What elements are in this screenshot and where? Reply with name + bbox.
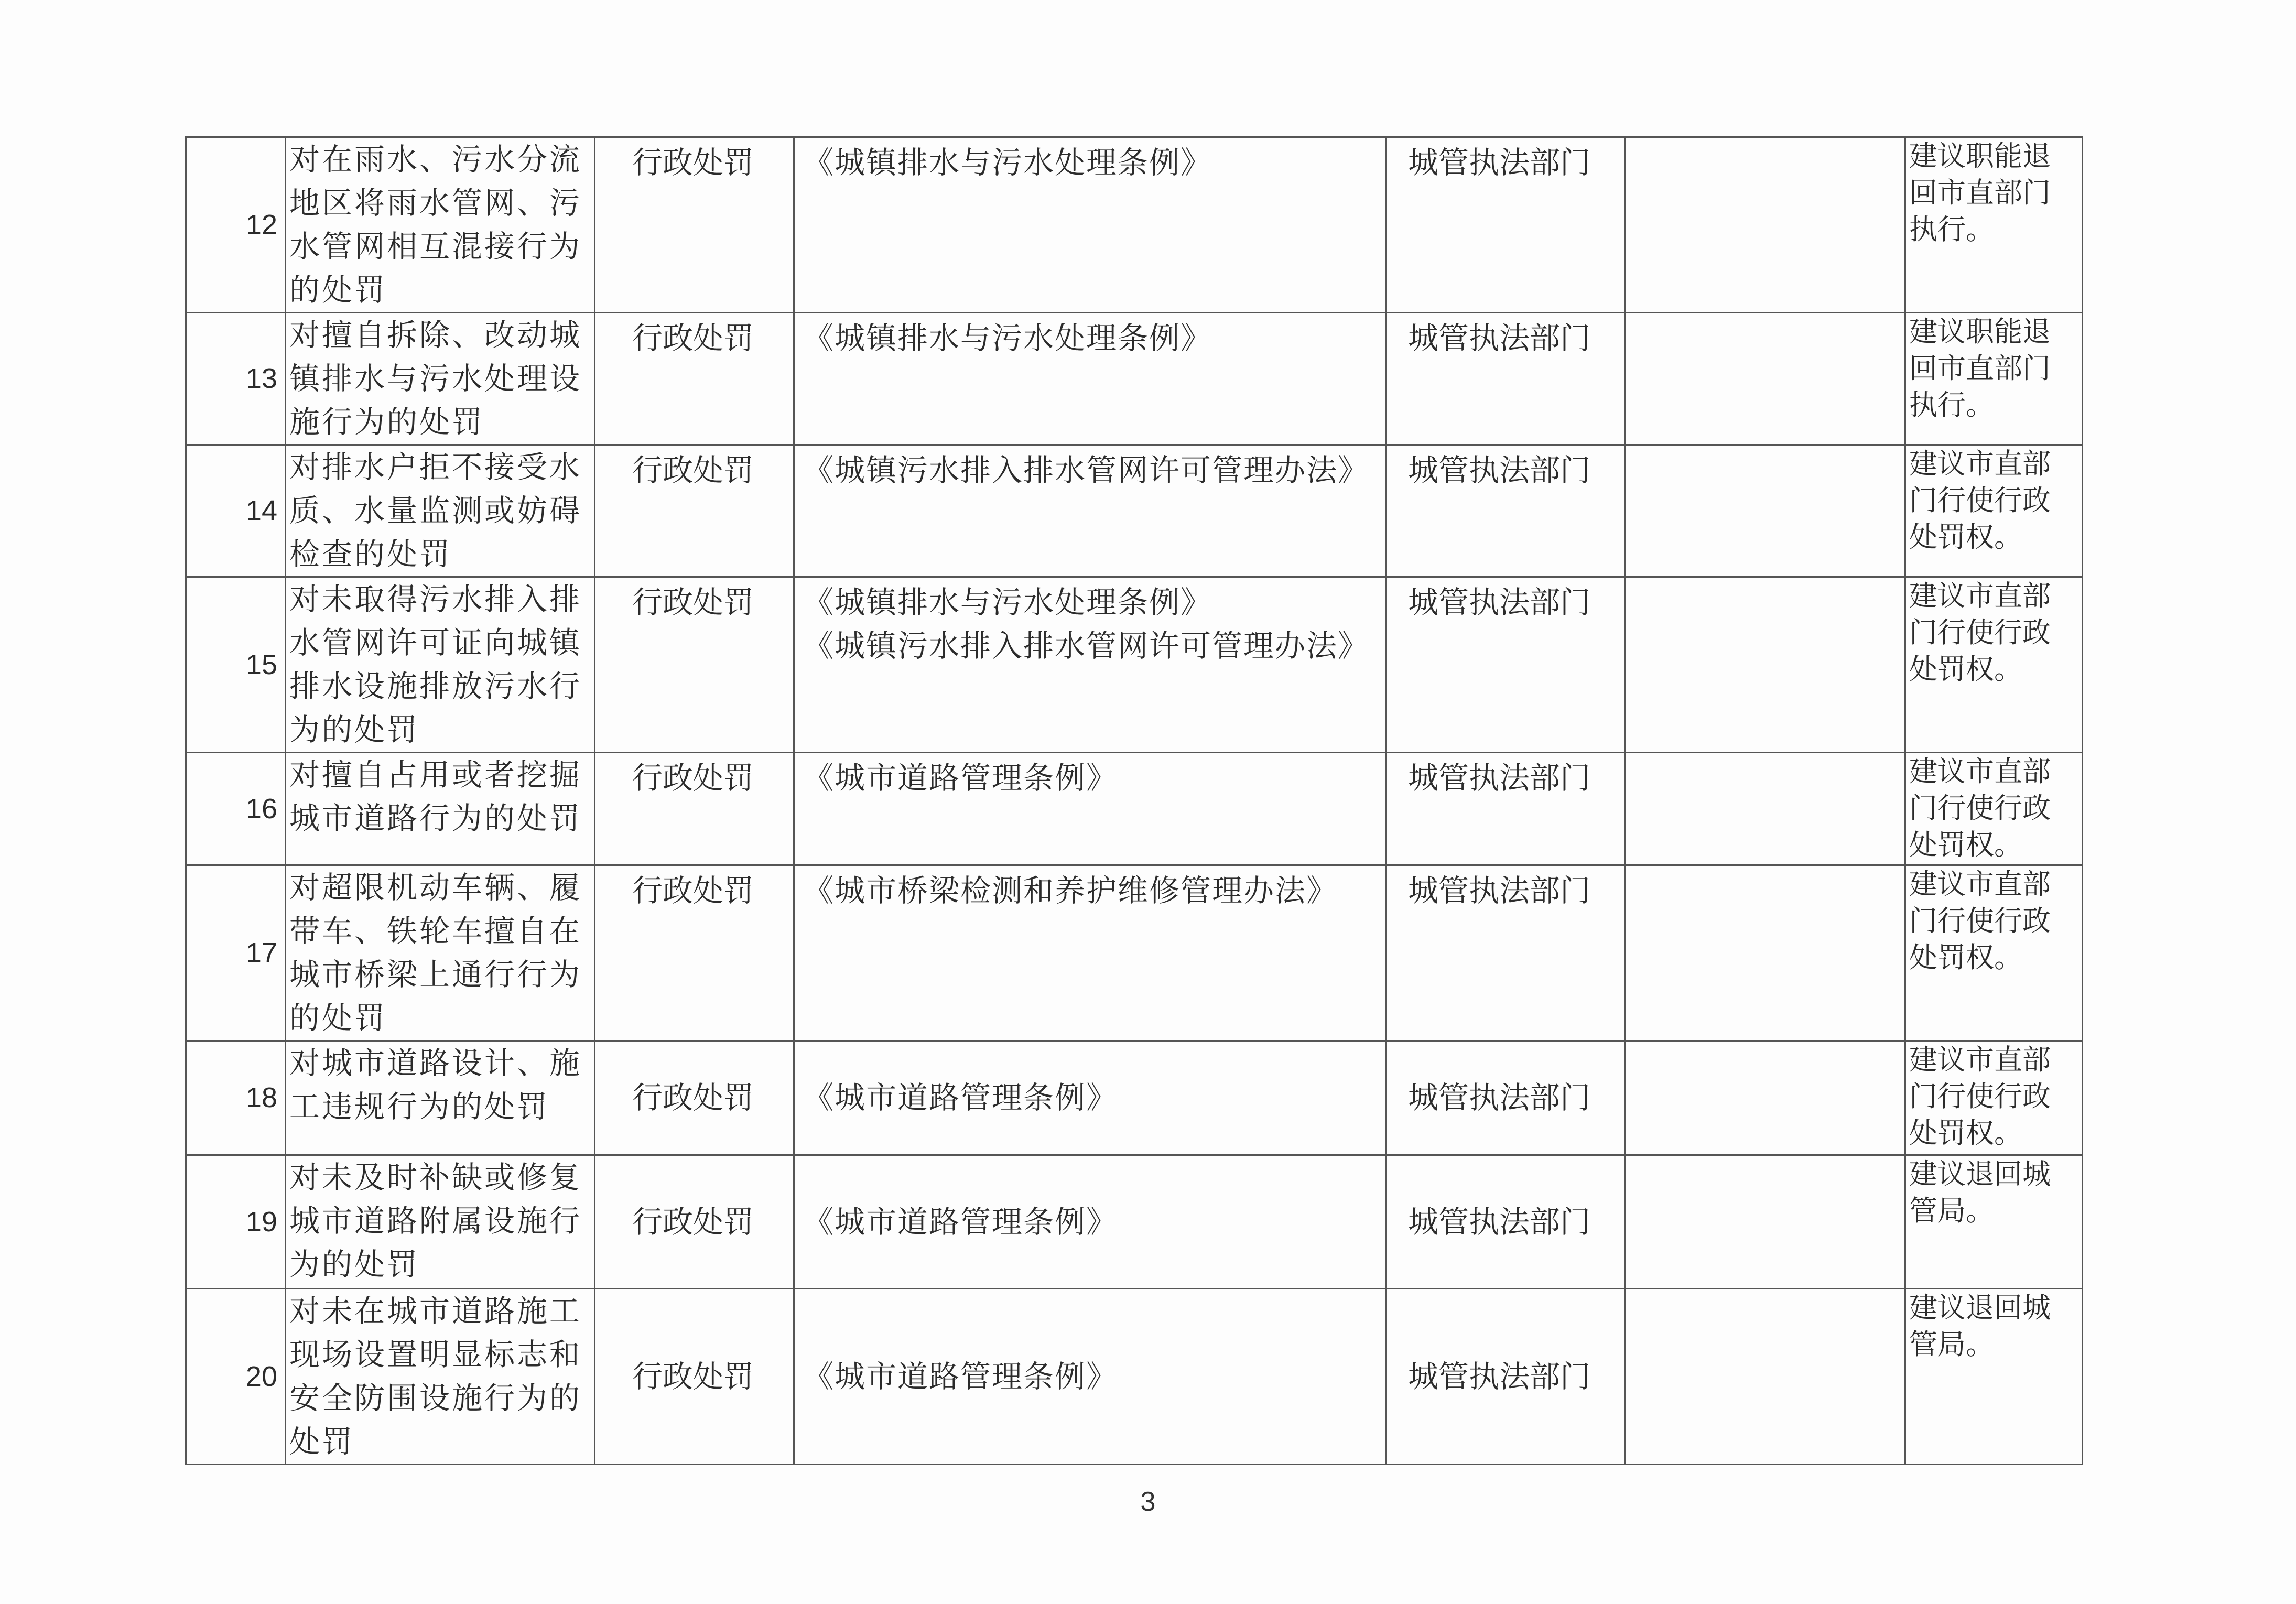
item-type: 行政处罚 [595,1155,794,1289]
item-name: 对未在城市道路施工现场设置明显标志和安全防围设施行为的处罚 [286,1289,595,1465]
row-number: 16 [186,753,286,865]
blank-cell [1625,577,1905,753]
legal-basis-line: 《城镇排水与污水处理条例》 [803,320,1212,356]
legal-basis [794,1289,1387,1465]
remark: 建议市直部门行使行政处罚权。 [1905,1041,2083,1155]
remark: 建议退回城管局。 [1905,1155,2083,1289]
legal-basis-line: 《城市道路管理条例》 [803,1358,1118,1394]
table-row [186,753,2083,865]
legal-basis [794,753,1387,865]
legal-basis [794,137,1387,313]
item-type: 行政处罚 [595,753,794,865]
legal-basis-line: 《城市道路管理条例》 [803,1204,1118,1240]
table-row [186,1041,2083,1155]
item-name: 对擅自占用或者挖掘城市道路行为的处罚 [286,753,595,865]
item-name: 对在雨水、污水分流地区将雨水管网、污水管网相互混接行为的处罚 [286,137,595,313]
row-number: 12 [186,137,286,313]
legal-basis-line: 《城镇污水排入排水管网许可管理办法》 [803,452,1370,488]
enforcement-items-table [185,136,2083,1465]
remark: 建议市直部门行使行政处罚权。 [1905,577,2083,753]
item-type: 行政处罚 [595,137,794,313]
department: 城管执法部门 [1387,753,1625,865]
item-type: 行政处罚 [595,445,794,577]
item-name: 对未取得污水排入排水管网许可证向城镇排水设施排放污水行为的处罚 [286,577,595,753]
table-row [186,577,2083,753]
table-row [186,313,2083,445]
blank-cell [1625,1289,1905,1465]
blank-cell [1625,1041,1905,1155]
legal-basis-line: 《城市道路管理条例》 [803,760,1118,796]
legal-basis [794,1155,1387,1289]
blank-cell [1625,137,1905,313]
row-number: 20 [186,1289,286,1465]
item-name: 对城市道路设计、施工违规行为的处罚 [286,1041,595,1155]
department: 城管执法部门 [1387,445,1625,577]
remark: 建议市直部门行使行政处罚权。 [1905,865,2083,1041]
department: 城管执法部门 [1387,1155,1625,1289]
item-type: 行政处罚 [595,313,794,445]
remark: 建议市直部门行使行政处罚权。 [1905,753,2083,865]
legal-basis-line: 《城镇排水与污水处理条例》 [803,145,1212,180]
item-type: 行政处罚 [595,1041,794,1155]
legal-basis [794,577,1387,753]
table-row [186,445,2083,577]
row-number: 15 [186,577,286,753]
blank-cell [1625,445,1905,577]
row-number: 17 [186,865,286,1041]
legal-basis [794,1041,1387,1155]
row-number: 13 [186,313,286,445]
department: 城管执法部门 [1387,865,1625,1041]
legal-basis [794,865,1387,1041]
row-number: 14 [186,445,286,577]
row-number: 19 [186,1155,286,1289]
row-number: 18 [186,1041,286,1155]
table-row [186,1289,2083,1465]
legal-basis-line: 《城镇污水排入排水管网许可管理办法》 [803,628,1370,664]
table-row [186,1155,2083,1289]
department: 城管执法部门 [1387,313,1625,445]
item-type: 行政处罚 [595,865,794,1041]
legal-basis-line: 《城市桥梁检测和养护维修管理办法》 [803,873,1338,908]
blank-cell [1625,753,1905,865]
blank-cell [1625,1155,1905,1289]
item-name: 对未及时补缺或修复城市道路附属设施行为的处罚 [286,1155,595,1289]
page-number: 3 [1140,1487,1156,1517]
item-type: 行政处罚 [595,577,794,753]
legal-basis-line: 《城镇排水与污水处理条例》 [803,584,1212,620]
table-row [186,865,2083,1041]
department: 城管执法部门 [1387,137,1625,313]
table-row [186,137,2083,313]
item-type: 行政处罚 [595,1289,794,1465]
legal-basis [794,313,1387,445]
legal-basis [794,445,1387,577]
remark: 建议职能退回市直部门执行。 [1905,313,2083,445]
department: 城管执法部门 [1387,577,1625,753]
item-name: 对超限机动车辆、履带车、铁轮车擅自在城市桥梁上通行行为的处罚 [286,865,595,1041]
remark: 建议退回城管局。 [1905,1289,2083,1465]
department: 城管执法部门 [1387,1041,1625,1155]
remark: 建议职能退回市直部门执行。 [1905,137,2083,313]
remark: 建议市直部门行使行政处罚权。 [1905,445,2083,577]
legal-basis-line: 《城市道路管理条例》 [803,1080,1118,1115]
blank-cell [1625,865,1905,1041]
blank-cell [1625,313,1905,445]
item-name: 对擅自拆除、改动城镇排水与污水处理设施行为的处罚 [286,313,595,445]
department: 城管执法部门 [1387,1289,1625,1465]
item-name: 对排水户拒不接受水质、水量监测或妨碍检查的处罚 [286,445,595,577]
